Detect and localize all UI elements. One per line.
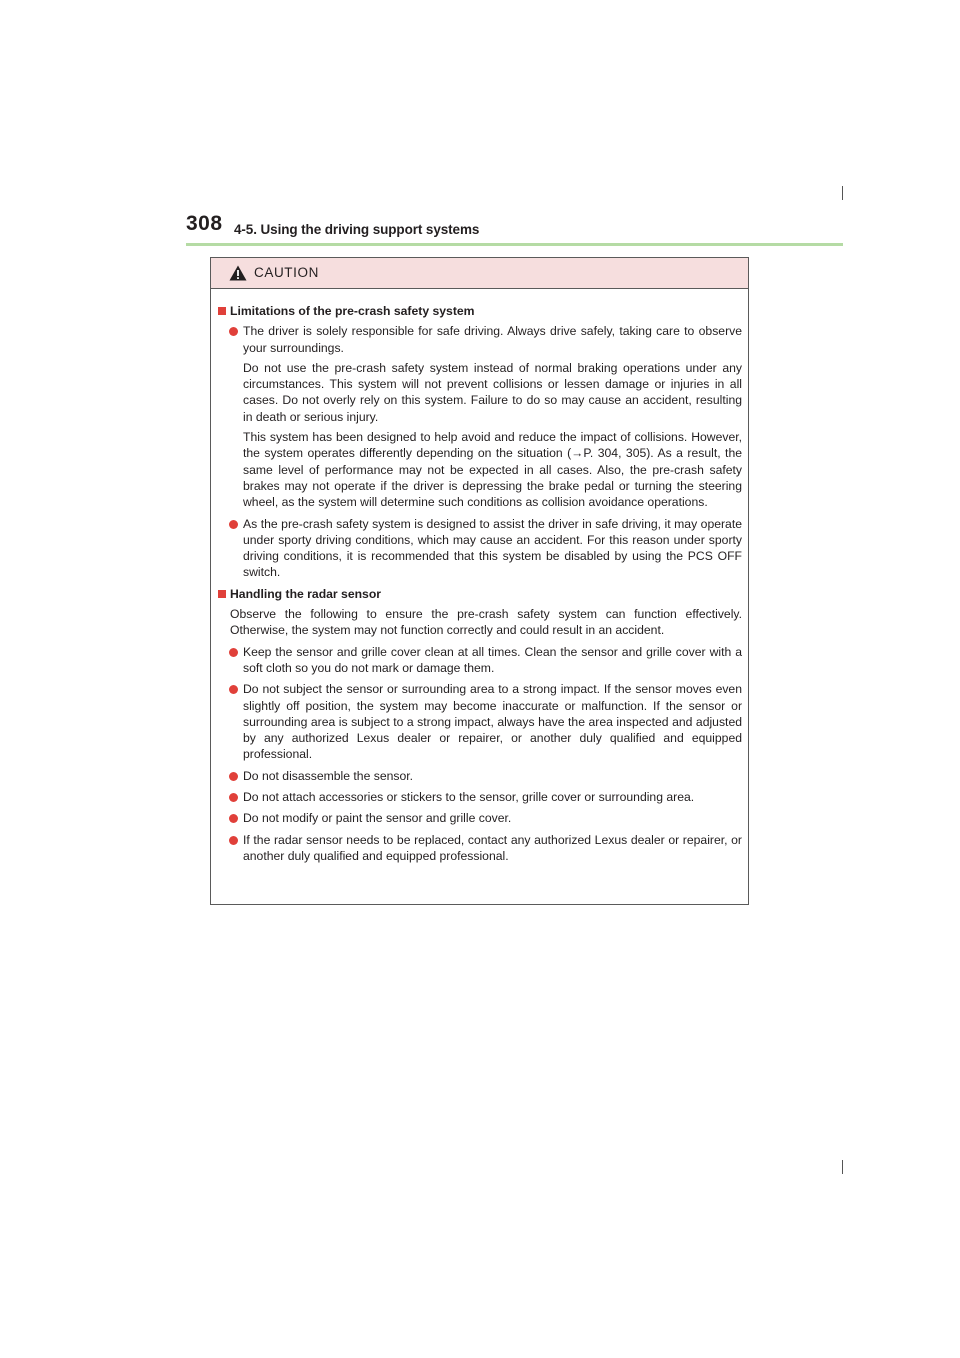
caution-box [210, 257, 749, 905]
red-square-icon [218, 590, 226, 598]
red-square-icon [218, 307, 226, 315]
red-dot-icon [229, 793, 238, 802]
section-heading-text: Limitations of the pre-crash safety system [230, 304, 475, 318]
red-dot-icon [229, 685, 238, 694]
bullet-item [218, 810, 742, 826]
header-rule [186, 243, 843, 246]
intro-paragraph: Observe the following to ensure the pre-crash safety system can function effectively. Otherwise, the system may not function correctly and could result in an accident. [230, 607, 742, 638]
warning-triangle-icon [229, 265, 247, 281]
section-title: 4-5. Using the driving support systems [234, 222, 480, 237]
bullet-paragraph: Keep the sensor and grille cover clean at all times. Clean the sensor and grille cover with a soft cloth so you do not mark or damage them. [243, 644, 742, 675]
red-dot-icon [229, 648, 238, 657]
bullet-paragraph: As the pre-crash safety system is designed to assist the driver in safe driving, it may operate under sporty driving conditions, which may cause an accident. For this reason under sporty driving conditions, it is recommended that this system be disabled by using the PCS OFF switch. [243, 516, 742, 580]
bullet-paragraph: This system has been designed to help avoid and reduce the impact of collisions. However, the system operates differently depending on the situation (→P. 304, 305). As a result, the same level of performance may not be expected in all cases. Also, the pre-crash safety brakes may not operate if the driver is depressing the brake pedal or turning the steering wheel, as the system will determine such conditions as collision avoidance operations. [243, 430, 742, 510]
red-dot-icon [229, 836, 238, 845]
caution-body [211, 289, 748, 864]
bullet-paragraph: Do not disassemble the sensor. [243, 768, 414, 783]
section-heading-limitations [218, 303, 742, 319]
section-heading-radar [218, 586, 742, 602]
caution-label: CAUTION [254, 265, 319, 280]
bullet-paragraph: Do not use the pre-crash safety system instead of normal braking operations under any circumstances. This system will not prevent collisions or lessen damage or injuries in all cases. Do not overly rely on this system. Failure to do so may cause an accident, resulting in death or serious injury. [243, 360, 742, 424]
caution-header [211, 258, 748, 289]
red-dot-icon [229, 327, 238, 336]
bullet-paragraph: The driver is solely responsible for safe driving. Always drive safely, taking care to observe your surroundings. [243, 324, 742, 355]
red-dot-icon [229, 814, 238, 823]
crop-mark-bottom [842, 1160, 843, 1174]
bullet-item [218, 644, 742, 677]
section-intro [218, 606, 742, 639]
red-dot-icon [229, 520, 238, 529]
bullet-paragraph: Do not modify or paint the sensor and grille cover. [243, 811, 512, 826]
section-heading-text: Handling the radar sensor [230, 586, 382, 601]
bullet-item [218, 516, 742, 581]
red-dot-icon [229, 772, 238, 781]
bullet-item [218, 789, 742, 805]
page-number: 308 [186, 212, 223, 235]
bullet-paragraph: If the radar sensor needs to be replaced, contact any authorized Lexus dealer or repairer, or another duly qualified and equipped professional. [243, 832, 742, 863]
bullet-paragraph: Do not attach accessories or stickers to the sensor, grille cover or surrounding area. [243, 790, 695, 805]
bullet-item [218, 768, 742, 784]
bullet-item [218, 681, 742, 762]
bullet-item [218, 832, 742, 865]
bullet-paragraph: Do not subject the sensor or surrounding area to a strong impact. If the sensor moves even slightly off position, the system may become inaccurate or malfunction. If the sensor or surrounding area is subject to a strong impact, always have the area inspected and adjusted by any authorized Lexus dealer or repairer, or another duly qualified and equipped professional. [243, 682, 742, 762]
bullet-item [218, 323, 742, 510]
crop-mark-top [842, 186, 843, 200]
